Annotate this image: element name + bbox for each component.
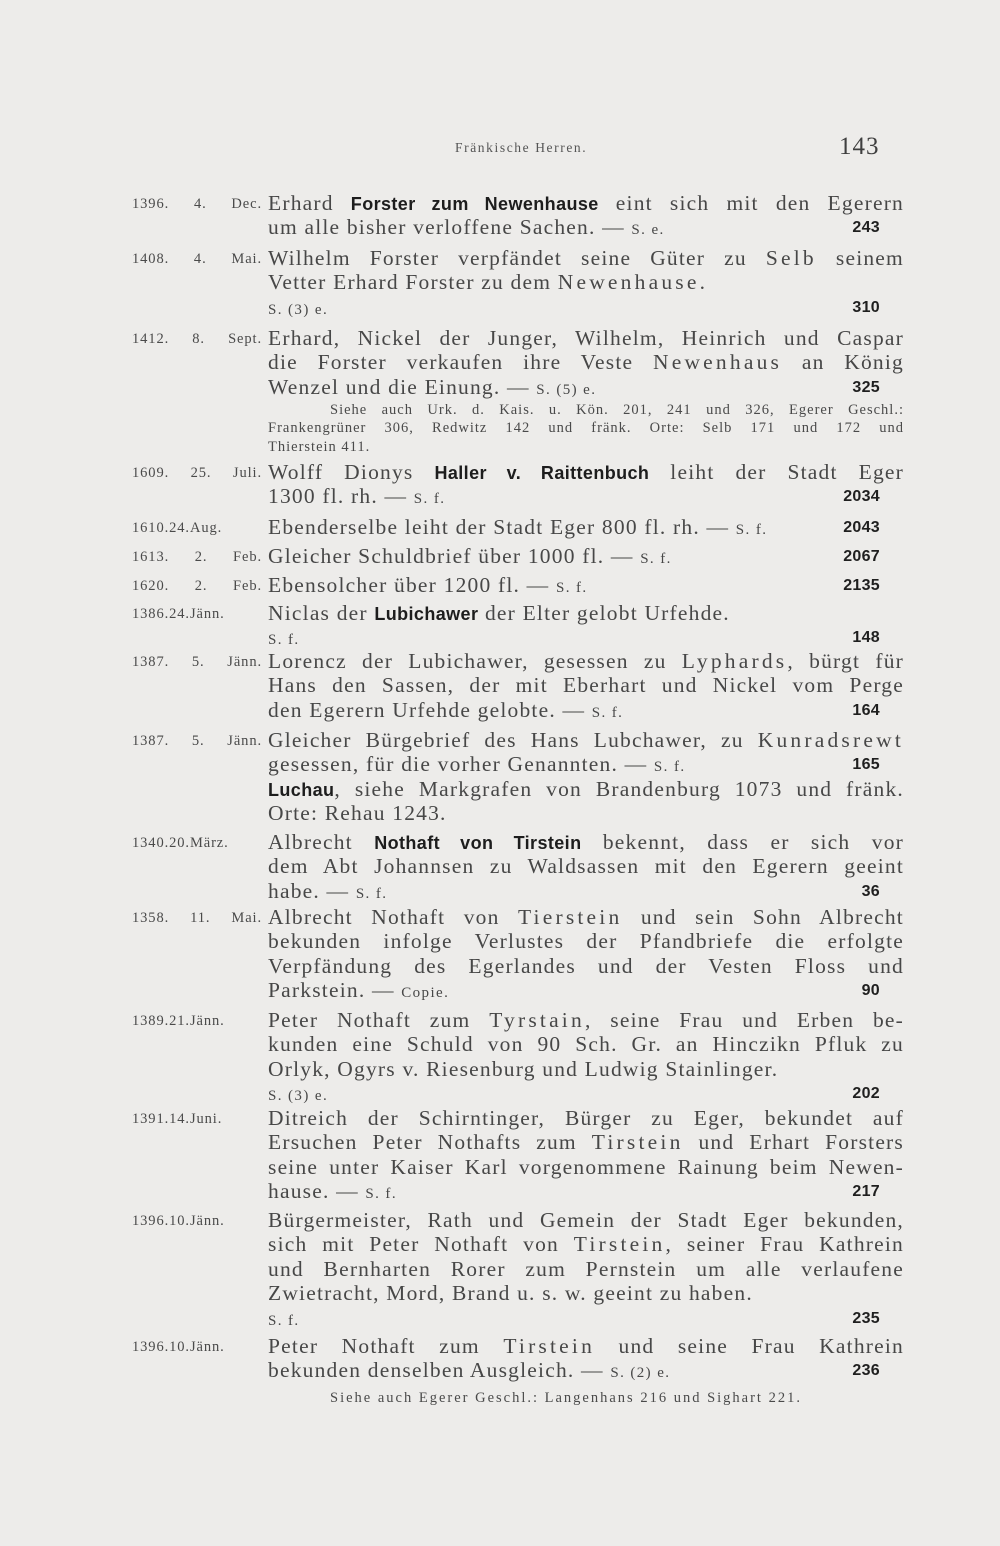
person-name: Nothaft von Tirstein xyxy=(374,832,582,853)
entry-text xyxy=(268,515,904,540)
entry-text xyxy=(268,1008,904,1106)
entry-date: 1610.24.Aug. xyxy=(132,519,223,536)
text-line xyxy=(268,1179,904,1204)
document-number: 243 xyxy=(852,219,880,237)
text-line xyxy=(268,1281,904,1306)
text-run: Albrecht xyxy=(268,829,375,854)
entry-text xyxy=(268,1208,904,1331)
text-run: , bürgt für xyxy=(787,648,904,673)
text-run: 1300 fl. rh. — xyxy=(268,484,414,509)
text-line xyxy=(268,830,904,855)
entry-date: 1391.14.Juni. xyxy=(132,1110,223,1127)
entry-notes xyxy=(268,401,904,457)
text-run: die Forster verkaufen ihre Veste xyxy=(268,350,653,375)
text-line xyxy=(268,1358,904,1383)
person-name: Lubichawer xyxy=(374,603,479,624)
text-run: dem Abt Johannsen zu Waldsassen mit den Egerern geeint xyxy=(268,854,904,879)
entry xyxy=(132,515,904,540)
text-line xyxy=(268,728,904,753)
text-run: Peter Nothaft zum xyxy=(268,1007,490,1032)
document-number: 235 xyxy=(852,1309,880,1327)
entry-text xyxy=(268,601,904,650)
footnote: Siehe auch Egerer Geschl.: Langenhans 216 und Sighart 221. xyxy=(330,1389,802,1406)
entries-list xyxy=(132,0,904,1546)
entry xyxy=(132,246,904,320)
text-run: Erhard xyxy=(268,190,351,215)
text-run: Gleicher Bürgebrief des Hans Lubchawer, zu xyxy=(268,727,758,752)
text-run: , seine Frau und Erben be- xyxy=(584,1007,904,1032)
text-line xyxy=(268,625,904,650)
entry-text xyxy=(268,649,904,723)
entry-text xyxy=(268,191,904,240)
entry-text xyxy=(268,460,904,509)
source-note: S. f. xyxy=(555,579,588,596)
text-run: bekunden denselben Ausgleich. — xyxy=(268,1358,611,1383)
entry-date: 1387. 5. Jänn. xyxy=(132,653,262,670)
document-number: 325 xyxy=(852,378,880,396)
source-note: S. f. xyxy=(591,704,624,721)
entry xyxy=(132,460,904,509)
note-line: Siehe auch Urk. d. Kais. u. Kön. 201, 241 und 326, Egerer Geschl.: xyxy=(330,401,904,418)
text-line xyxy=(268,649,904,674)
entry xyxy=(132,1334,904,1383)
text-run: bekennt, dass er sich vor xyxy=(581,829,904,854)
entry-text xyxy=(268,1106,904,1204)
document-number: 2034 xyxy=(843,488,880,506)
document-number: 217 xyxy=(852,1183,880,1201)
document-number: 148 xyxy=(852,629,880,647)
text-run: Niclas der xyxy=(268,600,375,625)
place-name: Kunradsrewt xyxy=(757,727,904,752)
text-line xyxy=(268,460,904,485)
text-run: . xyxy=(699,270,707,295)
text-line xyxy=(268,350,904,375)
source-note: S. f. xyxy=(640,550,672,567)
text-line xyxy=(268,1306,904,1331)
entry-date: 1412. 8. Sept. xyxy=(132,330,262,347)
text-run: Peter Nothaft zum xyxy=(268,1333,504,1358)
document-number: 2067 xyxy=(843,547,880,565)
text-run: Gleicher Schuldbrief über 1000 fl. — xyxy=(268,543,641,568)
text-run: Erhard, Nickel der Junger, Wilhelm, Heinrich und Caspar xyxy=(268,325,904,350)
place-name: Lyphards xyxy=(681,648,788,673)
text-run: Verpfändung des Egerlandes und der Vesten Floss und xyxy=(268,953,904,978)
text-line xyxy=(268,777,904,802)
text-run: habe. — xyxy=(268,878,356,903)
text-run: Albrecht Nothaft von xyxy=(268,904,518,929)
note-line: Thierstein 411. xyxy=(268,438,371,455)
entry-date: 1386.24.Jänn. xyxy=(132,605,225,622)
entry-date: 1613. 2. Feb. xyxy=(132,548,262,565)
text-line xyxy=(268,326,904,351)
text-run: den Egerern Urfehde gelobte. — xyxy=(268,697,592,722)
text-line xyxy=(268,246,904,271)
text-run: Ditreich der Schirntinger, Bürger zu Eger, bekundet auf xyxy=(268,1105,904,1130)
place-name: Tirstein xyxy=(503,1333,596,1358)
text-run: um alle bisher verloffene Sachen. — xyxy=(268,215,632,240)
text-run: Ebenderselbe leiht der Stadt Eger 800 fl. rh. — xyxy=(268,514,736,539)
text-run: Parkstein. — xyxy=(268,978,402,1003)
text-run: der Elter gelobt Urfehde. xyxy=(478,600,730,625)
place-name: Tyrstain xyxy=(489,1007,585,1032)
document-number: 165 xyxy=(852,756,880,774)
text-run: leiht der Stadt Eger xyxy=(649,459,904,484)
text-run: und sein Sohn Albrecht xyxy=(622,904,904,929)
entry xyxy=(132,905,904,1003)
text-line xyxy=(268,752,904,777)
text-line xyxy=(268,1057,904,1082)
entry-date: 1620. 2. Feb. xyxy=(132,577,262,594)
text-line xyxy=(268,673,904,698)
text-run: Vetter Erhard Forster zu dem xyxy=(268,270,558,295)
entry-text xyxy=(268,830,904,904)
source-note: S. f. xyxy=(268,632,300,649)
text-run: an König xyxy=(782,350,904,375)
text-run: kunden eine Schuld von 90 Sch. Gr. an Hinczikn Pfluk zu xyxy=(268,1032,904,1057)
source-note: S. (3) e. xyxy=(268,1088,329,1105)
text-run: Zwietracht, Mord, Brand u. s. w. geeint zu haben. xyxy=(268,1281,753,1306)
text-run: seinem xyxy=(816,245,904,270)
entry xyxy=(132,573,904,598)
entry xyxy=(132,649,904,723)
source-note: S. f. xyxy=(413,491,446,508)
text-line xyxy=(268,295,904,320)
person-name: Forster zum Newenhause xyxy=(350,193,599,214)
text-run: und seine Frau Kathrein xyxy=(595,1333,904,1358)
text-run: , siehe Markgrafen von Brandenburg 1073 und fränk. xyxy=(334,776,904,801)
source-note: S. e. xyxy=(631,222,665,239)
text-line xyxy=(268,905,904,930)
entry xyxy=(132,601,904,650)
entry-text xyxy=(268,246,904,320)
entry-date: 1408. 4. Mai. xyxy=(132,250,262,267)
text-line xyxy=(268,1008,904,1033)
entry xyxy=(132,326,904,457)
text-line xyxy=(268,1032,904,1057)
text-line xyxy=(268,215,904,240)
entry-text xyxy=(268,905,904,1003)
entry xyxy=(132,191,904,240)
source-note: S. f. xyxy=(355,885,388,902)
text-line xyxy=(268,698,904,723)
place-name: Newenhause xyxy=(557,270,700,295)
text-line xyxy=(268,375,904,400)
text-line xyxy=(268,978,904,1003)
entry-date: 1358. 11. Mai. xyxy=(132,909,262,926)
text-run: und Bernharten Rorer zum Pernstein um alle verlaufene xyxy=(268,1256,904,1281)
text-line xyxy=(268,515,904,540)
document-number: 90 xyxy=(861,982,880,1000)
entry-date: 1340.20.März. xyxy=(132,834,229,851)
document-number: 36 xyxy=(861,882,880,900)
document-number: 164 xyxy=(852,701,880,719)
entry-date: 1609. 25. Juli. xyxy=(132,464,262,481)
entry-text xyxy=(268,777,904,826)
entry-date: 1396. 4. Dec. xyxy=(132,195,262,212)
entry-text xyxy=(268,326,904,400)
entry xyxy=(132,544,904,569)
text-line xyxy=(268,1155,904,1180)
source-note: S. (3) e. xyxy=(268,301,329,318)
text-run: Wenzel und die Einung. — xyxy=(268,374,537,399)
document-number: 2043 xyxy=(843,518,880,536)
text-run: sich mit Peter Nothaft von xyxy=(268,1232,574,1257)
entry-text xyxy=(268,573,904,598)
text-line xyxy=(268,191,904,216)
text-run: bekunden infolge Verlustes der Pfandbriefe die erfolgte xyxy=(268,929,904,954)
text-run: eint sich mit den Egerern xyxy=(598,190,904,215)
text-run: Hans den Sassen, der mit Eberhart und Nickel vom Perge xyxy=(268,673,904,698)
entry-date: 1396.10.Jänn. xyxy=(132,1212,225,1229)
document-number: 2135 xyxy=(843,576,880,594)
source-note: Copie. xyxy=(401,985,450,1002)
note-line: Frankengrüner 306, Redwitz 142 und fränk. Orte: Selb 171 und 172 und xyxy=(268,420,904,437)
source-note: S. (2) e. xyxy=(610,1365,671,1382)
entry-text xyxy=(268,728,904,777)
text-run: Lorencz der Lubichawer, gesessen zu xyxy=(268,648,682,673)
entry-date: 1389.21.Jänn. xyxy=(132,1012,225,1029)
place-name: Tirstein xyxy=(573,1232,666,1257)
text-line xyxy=(268,1232,904,1257)
person-name: Luchau xyxy=(268,779,335,800)
document-number: 236 xyxy=(852,1362,880,1380)
text-line xyxy=(268,544,904,569)
text-line xyxy=(268,929,904,954)
entry xyxy=(132,728,904,777)
place-name: Selb xyxy=(765,245,817,270)
source-note: S. f. xyxy=(268,1312,300,1329)
text-line xyxy=(268,1208,904,1233)
text-line xyxy=(268,801,904,826)
person-name: Haller v. Raittenbuch xyxy=(434,462,650,483)
text-line xyxy=(268,879,904,904)
source-note: S. f. xyxy=(653,759,686,776)
text-line xyxy=(268,1081,904,1106)
text-run: , seiner Frau Kathrein xyxy=(665,1232,904,1257)
text-line xyxy=(268,484,904,509)
text-run: Ersuchen Peter Nothafts zum xyxy=(268,1130,592,1155)
text-line xyxy=(268,1130,904,1155)
source-note: S. (5) e. xyxy=(536,381,597,398)
text-run: Orte: Rehau 1243. xyxy=(268,801,447,826)
page-number: 143 xyxy=(839,133,880,160)
text-run: Wolff Dionys xyxy=(268,459,435,484)
text-run: Orlyk, Ogyrs v. Riesenburg und Ludwig Stainlinger. xyxy=(268,1056,779,1081)
place-name: Tirstein xyxy=(591,1130,684,1155)
place-name: Newenhaus xyxy=(652,350,783,375)
text-run: und Erhart Forsters xyxy=(683,1130,904,1155)
entry xyxy=(132,830,904,904)
entry xyxy=(132,1106,904,1204)
text-line xyxy=(268,1106,904,1131)
entry xyxy=(132,1008,904,1106)
entry-date: 1387. 5. Jänn. xyxy=(132,732,262,749)
source-note: S. f. xyxy=(365,1186,397,1203)
text-run: Wilhelm Forster verpfändet seine Güter zu xyxy=(268,245,766,270)
document-number: 310 xyxy=(852,298,880,316)
text-run: Ebensolcher über 1200 fl. — xyxy=(268,572,556,597)
text-line xyxy=(268,954,904,979)
source-note: S. f. xyxy=(735,521,768,538)
text-line xyxy=(268,1334,904,1359)
entry-date: 1396.10.Jänn. xyxy=(132,1338,225,1355)
entry-text xyxy=(268,544,904,569)
text-line xyxy=(268,1257,904,1282)
place-name: Tierstein xyxy=(517,904,623,929)
entry xyxy=(132,1208,904,1331)
text-run: hause. — xyxy=(268,1179,366,1204)
text-run: seine unter Kaiser Karl vorgenommene Rainung beim Newen- xyxy=(268,1154,904,1179)
text-run: gesessen, für die vorher Genannten. — xyxy=(268,752,654,777)
text-run: Bürgermeister, Rath und Gemein der Stadt Eger bekunden, xyxy=(268,1207,904,1232)
text-line xyxy=(268,601,904,626)
text-line xyxy=(268,270,904,295)
text-line xyxy=(268,573,904,598)
entry xyxy=(132,777,904,826)
text-line xyxy=(268,854,904,879)
running-title: Fränkische Herren. xyxy=(455,140,588,155)
entry-text xyxy=(268,1334,904,1383)
document-number: 202 xyxy=(852,1085,880,1103)
